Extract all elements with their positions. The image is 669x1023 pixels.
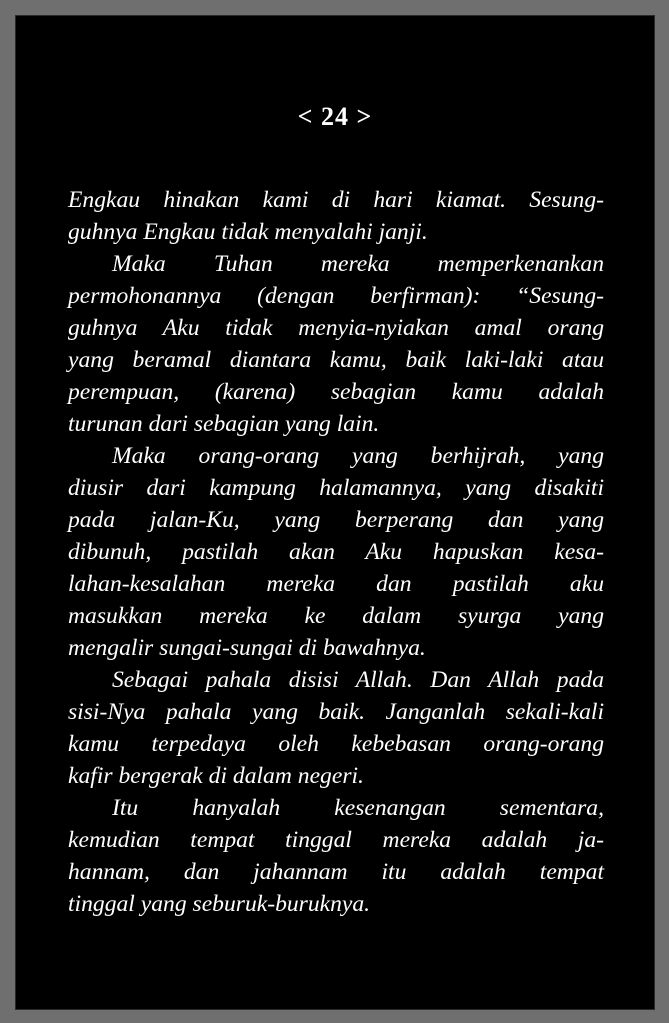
text-line: hannam, dan jahannam itu adalah tempat	[68, 859, 604, 885]
text-line: kemudian tempat tinggal mereka adalah ja-	[68, 827, 604, 853]
text-line: mengalir sungai-sungai di bawahnya.	[68, 635, 426, 661]
text-line: Itu hanyalah kesenangan sementara,	[112, 795, 604, 821]
text-line: sisi-Nya pahala yang baik. Janganlah sekali-kali	[68, 699, 604, 725]
book-page	[15, 15, 655, 1010]
page-body-text	[68, 184, 604, 920]
text-line: kamu terpedaya oleh kebebasan orang-orang	[68, 731, 604, 757]
text-line: permohonannya (dengan berfirman): “Sesung-	[68, 283, 604, 309]
text-line: Sebagai pahala disisi Allah. Dan Allah pada	[112, 667, 604, 693]
text-line: masukkan mereka ke dalam syurga yang	[68, 603, 604, 629]
text-line: yang beramal diantara kamu, baik laki-laki atau	[68, 347, 604, 373]
text-line: Engkau hinakan kami di hari kiamat. Sesung-	[68, 187, 604, 213]
text-line: Maka orang-orang yang berhijrah, yang	[112, 443, 604, 469]
text-line: pada jalan-Ku, yang berperang dan yang	[68, 507, 604, 533]
paragraph	[68, 440, 604, 664]
text-line: lahan-kesalahan mereka dan pastilah aku	[68, 571, 604, 597]
paragraph	[68, 248, 604, 440]
paragraph	[68, 184, 604, 248]
text-line: tinggal yang seburuk-buruknya.	[68, 891, 371, 917]
text-line: guhnya Engkau tidak menyalahi janji.	[68, 219, 428, 245]
paragraph	[68, 792, 604, 920]
text-line: kafir bergerak di dalam negeri.	[68, 763, 364, 789]
text-line: Maka Tuhan mereka memperkenankan	[112, 251, 604, 277]
page-number: < 24 >	[297, 102, 373, 131]
text-line: dibunuh, pastilah akan Aku hapuskan kesa-	[68, 539, 604, 565]
text-line: perempuan, (karena) sebagian kamu adalah	[68, 379, 604, 405]
text-line: guhnya Aku tidak menyia-nyiakan amal orang	[68, 315, 604, 341]
text-line: diusir dari kampung halamannya, yang disakiti	[68, 475, 604, 501]
paragraph	[68, 664, 604, 792]
text-line: turunan dari sebagian yang lain.	[68, 411, 380, 437]
